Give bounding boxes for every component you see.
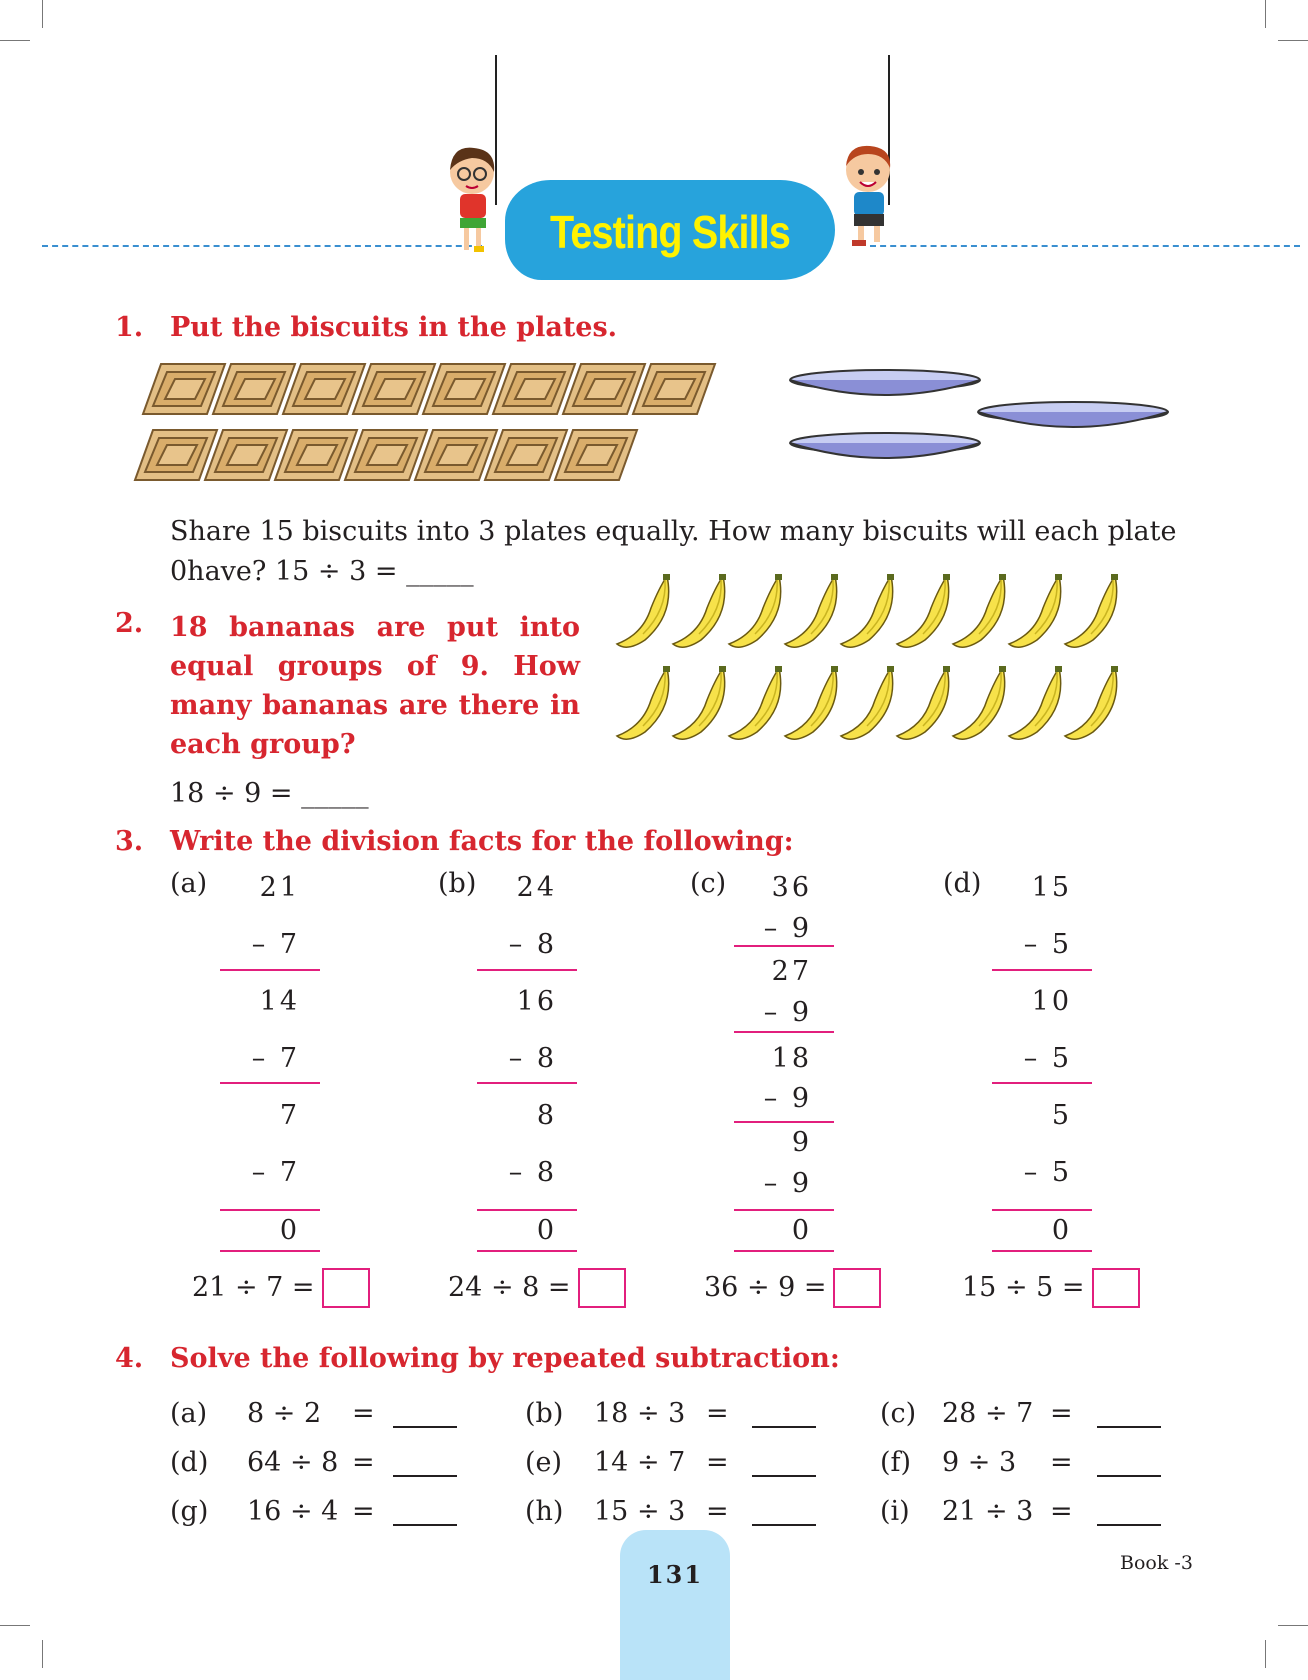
subtraction-line	[734, 1209, 834, 1211]
q3b-step: – 8	[508, 1157, 557, 1188]
q4-expression: 16 ÷ 4	[247, 1496, 339, 1527]
banana-icon	[897, 574, 950, 647]
crop-mark	[0, 40, 30, 41]
q4-answer-blank[interactable]	[752, 1426, 816, 1428]
q4-equals: =	[352, 1496, 375, 1527]
q4-equals: =	[352, 1447, 375, 1478]
biscuit-icon	[633, 364, 715, 414]
biscuit-icon	[423, 364, 505, 414]
subtraction-line	[734, 945, 834, 947]
q3a-start: 21	[259, 872, 300, 903]
q3d-step: 0	[1051, 1215, 1072, 1246]
crop-mark	[1265, 1640, 1266, 1668]
q2-line: 18 bananas are put into	[170, 612, 580, 643]
q4-expression: 18 ÷ 3	[594, 1398, 686, 1429]
q2-question	[170, 608, 580, 764]
biscuit-icon	[563, 364, 645, 414]
banana-icon	[729, 574, 782, 647]
banana-icon	[897, 666, 950, 739]
biscuit-icon	[283, 364, 365, 414]
biscuit-icon	[205, 430, 287, 480]
q2-line: many bananas are there in	[170, 690, 580, 721]
biscuit-icon	[345, 430, 427, 480]
q4-expression: 9 ÷ 3	[942, 1447, 1017, 1478]
banana-icon	[673, 574, 726, 647]
subtraction-line	[992, 1209, 1092, 1211]
q3c-label: (c)	[690, 868, 727, 899]
q4-answer-blank[interactable]	[1097, 1524, 1161, 1526]
q3c-equation: 36 ÷ 9 =	[704, 1272, 827, 1303]
crop-mark	[1278, 1625, 1308, 1626]
subtraction-line	[477, 1250, 577, 1252]
q1-text-line2: 0have? 15 ÷ 3 = _____	[170, 556, 474, 587]
q4-answer-blank[interactable]	[393, 1475, 457, 1477]
banana-icon	[841, 574, 894, 647]
q3c-step: – 9	[763, 1083, 812, 1114]
banana-icon	[1009, 574, 1062, 647]
q2-line: each group?	[170, 729, 356, 760]
bananas-illustration	[615, 570, 1135, 750]
q3d-equation: 15 ÷ 5 =	[962, 1272, 1085, 1303]
q4-equals: =	[706, 1496, 729, 1527]
girl-illustration	[440, 140, 510, 260]
q3c-step: 9	[791, 1127, 812, 1158]
q4-title: Solve the following by repeated subtraction:	[170, 1343, 840, 1374]
q3c-step: 18	[771, 1043, 812, 1074]
q4-label: (e)	[525, 1447, 563, 1478]
crop-mark	[1265, 0, 1266, 28]
q3b-answer-box[interactable]	[578, 1268, 626, 1308]
page-number-tab	[620, 1530, 730, 1680]
q3c-step: – 9	[763, 913, 812, 944]
subtraction-line	[734, 1250, 834, 1252]
biscuit-icon	[485, 430, 567, 480]
banana-icon	[785, 666, 838, 739]
boy-illustration	[830, 140, 910, 250]
q4-expression: 14 ÷ 7	[594, 1447, 686, 1478]
banana-icon	[841, 666, 894, 739]
page-number: 131	[646, 1560, 704, 1589]
banana-icon	[785, 574, 838, 647]
q4-equals: =	[1050, 1496, 1073, 1527]
biscuit-icon	[555, 430, 637, 480]
q3a-step: 7	[279, 1100, 300, 1131]
q4-label: (h)	[525, 1496, 564, 1527]
q4-equals: =	[1050, 1398, 1073, 1429]
q3a-answer-box[interactable]	[322, 1268, 370, 1308]
plate-icon	[978, 402, 1168, 427]
q3a-step: 0	[279, 1215, 300, 1246]
dashed-rule-right	[870, 245, 1300, 247]
q3d-step: – 5	[1023, 1157, 1072, 1188]
subtraction-line	[220, 1082, 320, 1084]
q3d-label: (d)	[943, 868, 982, 899]
q3d-step: 5	[1051, 1100, 1072, 1131]
banana-icon	[617, 666, 670, 739]
q1-title: Put the biscuits in the plates.	[170, 312, 618, 343]
q3a-step: – 7	[251, 929, 300, 960]
q3b-step: 16	[516, 986, 557, 1017]
q3c-step: – 9	[763, 1168, 812, 1199]
banana-icon	[1009, 666, 1062, 739]
subtraction-line	[220, 1209, 320, 1211]
q3c-start: 36	[771, 872, 812, 903]
banana-icon	[617, 574, 670, 647]
q2-equation: 18 ÷ 9 = _____	[170, 778, 369, 809]
banana-icon	[673, 666, 726, 739]
biscuits-illustration	[135, 360, 775, 490]
q3c-step: 27	[771, 956, 812, 987]
q3c-answer-box[interactable]	[833, 1268, 881, 1308]
q3d-step: 10	[1031, 986, 1072, 1017]
q4-equals: =	[706, 1398, 729, 1429]
q3a-step: 14	[259, 986, 300, 1017]
plate-icon	[790, 433, 980, 458]
q4-label: (d)	[170, 1447, 209, 1478]
subtraction-line	[734, 1031, 834, 1033]
biscuit-icon	[493, 364, 575, 414]
book-label: Book -3	[1120, 1552, 1193, 1574]
banana-icon	[953, 666, 1006, 739]
q3b-step: 8	[536, 1100, 557, 1131]
q3b-step: – 8	[508, 929, 557, 960]
q3c-step: 0	[791, 1215, 812, 1246]
q4-answer-blank[interactable]	[1097, 1475, 1161, 1477]
q3b-start: 24	[516, 872, 557, 903]
q4-answer-blank[interactable]	[752, 1524, 816, 1526]
banana-icon	[729, 666, 782, 739]
biscuit-icon	[415, 430, 497, 480]
q4-label: (b)	[525, 1398, 564, 1429]
q3c-step: – 9	[763, 997, 812, 1028]
q3-title: Write the division facts for the following:	[170, 826, 794, 857]
q3-number: 3.	[115, 826, 144, 857]
q4-label: (g)	[170, 1496, 209, 1527]
subtraction-line	[734, 1121, 834, 1123]
biscuit-icon	[213, 364, 295, 414]
page-title: Testing Skills	[549, 206, 791, 258]
subtraction-line	[992, 969, 1092, 971]
q3a-label: (a)	[170, 868, 208, 899]
crop-mark	[0, 1625, 30, 1626]
biscuit-icon	[353, 364, 435, 414]
q4-number: 4.	[115, 1343, 144, 1374]
subtraction-line	[220, 1250, 320, 1252]
q3d-start: 15	[1031, 872, 1072, 903]
q3a-step: – 7	[251, 1157, 300, 1188]
q4-equals: =	[706, 1447, 729, 1478]
q2-line: equal groups of 9. How	[170, 651, 580, 682]
q3a-equation: 21 ÷ 7 =	[192, 1272, 315, 1303]
plates-illustration	[785, 365, 1175, 475]
subtraction-line	[477, 1082, 577, 1084]
q4-expression: 64 ÷ 8	[247, 1447, 339, 1478]
q4-answer-blank[interactable]	[752, 1475, 816, 1477]
q4-label: (c)	[880, 1398, 917, 1429]
subtraction-line	[992, 1250, 1092, 1252]
crop-mark	[1278, 40, 1308, 41]
q4-answer-blank[interactable]	[393, 1426, 457, 1428]
biscuit-icon	[135, 430, 217, 480]
biscuit-icon	[143, 364, 225, 414]
q1-text-line1: Share 15 biscuits into 3 plates equally. How many biscuits will each plate	[170, 516, 1177, 547]
q4-expression: 28 ÷ 7	[942, 1398, 1034, 1429]
q4-equals: =	[352, 1398, 375, 1429]
q3d-step: – 5	[1023, 1043, 1072, 1074]
subtraction-line	[992, 1082, 1092, 1084]
q4-answer-blank[interactable]	[1097, 1426, 1161, 1428]
q4-equals: =	[1050, 1447, 1073, 1478]
q3d-answer-box[interactable]	[1092, 1268, 1140, 1308]
subtraction-line	[477, 1209, 577, 1211]
q1-number: 1.	[115, 312, 144, 343]
plate-icon	[790, 370, 980, 395]
q3b-label: (b)	[438, 868, 477, 899]
q4-label: (i)	[880, 1496, 910, 1527]
subtraction-line	[477, 969, 577, 971]
banana-icon	[1065, 574, 1118, 647]
subtraction-line	[220, 969, 320, 971]
biscuit-icon	[275, 430, 357, 480]
dashed-rule-left	[42, 245, 482, 247]
q4-answer-blank[interactable]	[393, 1524, 457, 1526]
q3b-equation: 24 ÷ 8 =	[448, 1272, 571, 1303]
q3b-step: – 8	[508, 1043, 557, 1074]
banana-icon	[953, 574, 1006, 647]
q4-label: (f)	[880, 1447, 912, 1478]
q3b-step: 0	[536, 1215, 557, 1246]
q3a-step: – 7	[251, 1043, 300, 1074]
crop-mark	[42, 0, 43, 28]
q3d-step: – 5	[1023, 929, 1072, 960]
q4-label: (a)	[170, 1398, 208, 1429]
banana-icon	[1065, 666, 1118, 739]
q2-number: 2.	[115, 608, 144, 639]
q4-expression: 15 ÷ 3	[594, 1496, 686, 1527]
q4-expression: 8 ÷ 2	[247, 1398, 322, 1429]
crop-mark	[42, 1640, 43, 1668]
q4-expression: 21 ÷ 3	[942, 1496, 1034, 1527]
